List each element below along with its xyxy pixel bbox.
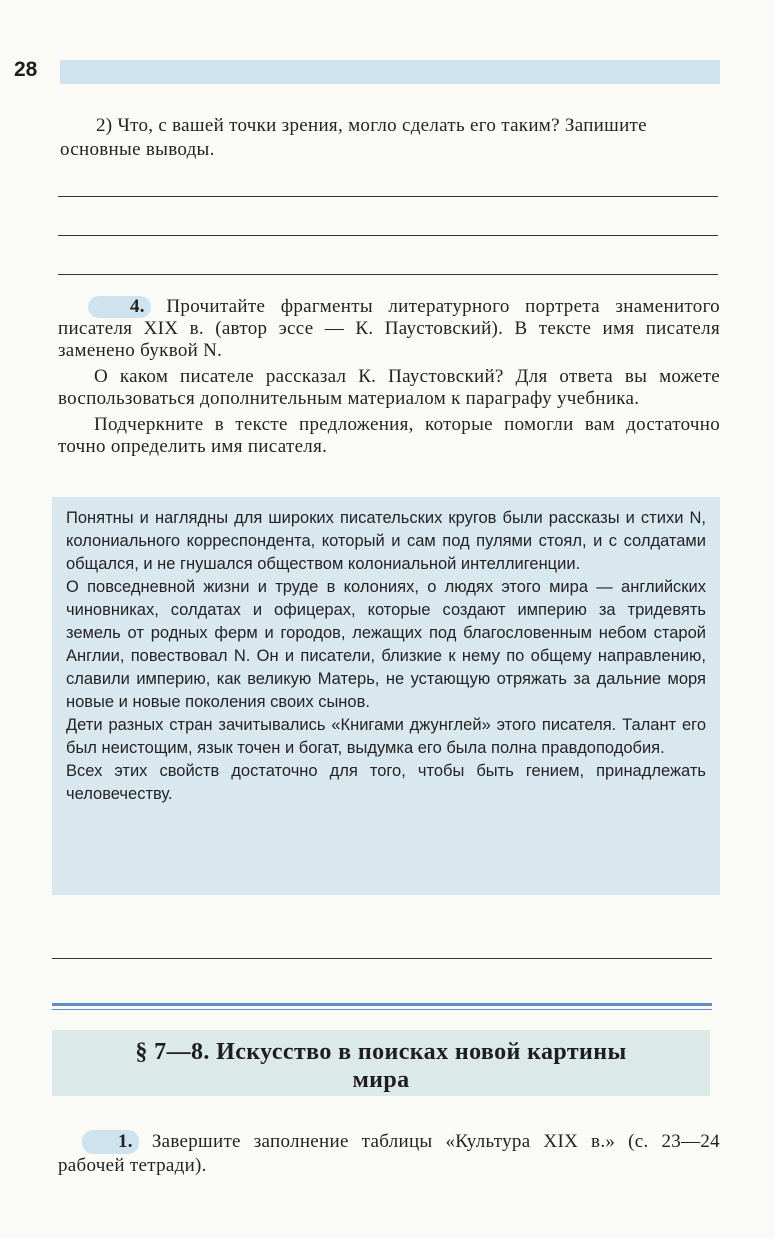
task-4	[58, 296, 720, 462]
task-4-paragraph-3: Подчеркните в тексте предложения, которые помогли вам достаточно точно определить имя писателя.	[58, 414, 720, 457]
task-4-number: 4.	[88, 296, 151, 318]
page-number: 28	[14, 58, 38, 81]
answer-line-2[interactable]	[58, 235, 718, 236]
section-divider-thin	[52, 1009, 712, 1010]
answer-line-writer[interactable]	[52, 958, 712, 959]
section-title-line-1: § 7—8. Искусство в поисках новой картины	[135, 1039, 627, 1065]
excerpt-paragraph-2[interactable]: О повседневной жизни и труде в колониях, о людях этого мира — английских чиновниках, солдатах и офицерах, которые создают империю за тридевять земель от родных ферм и городов, лежащих под благословенным небом старой Англии, повествовал N. Он и писатели, близкие к нему по общему направлению, славили империю, как великую Матерь, не устающую отряжать за дальние моря новые и новые поколения своих сынов.	[66, 578, 706, 711]
excerpt-box	[52, 497, 720, 895]
task-4-paragraph-1	[58, 296, 720, 362]
section-title-line-2: мира	[352, 1067, 410, 1093]
task-1-number: 1.	[82, 1130, 139, 1154]
task-4-paragraph-2: О каком писателе рассказал К. Паустовский? Для ответа вы можете воспользоваться дополнительным материалом к параграфу учебника.	[58, 366, 720, 409]
task-1-text: Завершите заполнение таблицы «Культура XIX в.» (с. 23—24 рабочей тетради).	[58, 1131, 720, 1176]
question-2-text: 2) Что, с вашей точки зрения, могло сделать его таким? Запишите основные выводы.	[60, 115, 647, 160]
excerpt-text[interactable]	[66, 507, 706, 806]
section-heading-box	[52, 1030, 710, 1096]
task-4-instruction: Прочитайте фрагменты литературного портрета знаменитого писателя XIX в. (автор эссе — К. Паустовский). В тексте имя писателя заменено буквой N.	[58, 296, 720, 361]
question-2	[60, 114, 720, 162]
excerpt-paragraph-3[interactable]: Дети разных стран зачитывались «Книгами джунглей» этого писателя. Талант его был неистощим, язык точен и богат, выдумка его была полна правдоподобия.	[66, 716, 706, 757]
section-title	[52, 1038, 710, 1094]
task-1	[58, 1130, 720, 1178]
task-1-paragraph	[58, 1130, 720, 1178]
section-divider-top	[52, 1003, 712, 1006]
excerpt-paragraph-1[interactable]: Понятны и наглядны для широких писательских кругов были рассказы и стихи N, колониального корреспондента, который и сам под пулями стоял, и с солдатами общался, и не гнушался обществом колониальной интеллигенции.	[66, 509, 706, 573]
answer-line-1[interactable]	[58, 196, 718, 197]
answer-line-3[interactable]	[58, 274, 718, 275]
excerpt-paragraph-4[interactable]: Всех этих свойств достаточно для того, чтобы быть гением, принадлежать человечеству.	[66, 762, 706, 803]
header-band	[60, 60, 720, 84]
